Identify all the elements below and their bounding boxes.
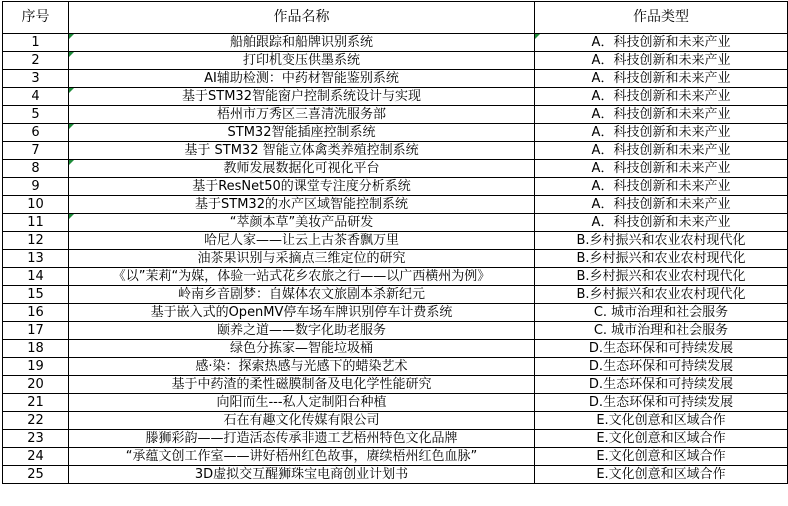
work-name-text: 船舶跟踪和船牌识别系统	[229, 35, 373, 50]
work-type	[535, 448, 788, 466]
table-row	[3, 160, 788, 178]
work-name	[69, 304, 535, 322]
work-type	[535, 106, 788, 124]
comment-marker-icon	[69, 34, 74, 39]
work-name-text: AI辅助检测：中药材智能鉴别系统	[204, 71, 399, 86]
work-type-text: D.生态环保和可持续发展	[588, 341, 734, 356]
work-type-text: C. 城市治理和社会服务	[593, 305, 729, 320]
comment-marker-icon	[535, 34, 540, 39]
work-type-text: B.乡村振兴和农业农村现代化	[576, 233, 746, 248]
work-name-text: 基于嵌入式的OpenMV停车场车牌识别停车计费系统	[150, 305, 453, 320]
work-name-text: 感·染：探索热感与光感下的蜡染艺术	[195, 359, 408, 374]
row-number: 25	[3, 466, 69, 484]
work-type	[535, 466, 788, 484]
table-row	[3, 214, 788, 232]
table-row	[3, 304, 788, 322]
row-number: 7	[3, 142, 69, 160]
table-row	[3, 70, 788, 88]
work-type-text: A．科技创新和未来产业	[591, 107, 731, 122]
work-name-text: 滕狮彩韵——打造活态传承非遗工艺梧州特色文化品牌	[145, 431, 458, 446]
table-row	[3, 430, 788, 448]
work-type	[535, 394, 788, 412]
table-row	[3, 268, 788, 286]
work-type	[535, 322, 788, 340]
work-name-text: 基于STM32智能窗户控制系统设计与实现	[182, 89, 421, 104]
work-type-text: E.文化创意和区域合作	[596, 413, 726, 428]
work-name	[69, 286, 535, 304]
row-number: 19	[3, 358, 69, 376]
work-name-text: 基于STM32的水产区域智能控制系统	[195, 197, 408, 212]
work-type	[535, 142, 788, 160]
row-number: 23	[3, 430, 69, 448]
work-type	[535, 358, 788, 376]
work-name	[69, 412, 535, 430]
work-name-text: 颐养之道——数字化助老服务	[216, 323, 386, 338]
row-number: 24	[3, 448, 69, 466]
work-type-text: D.生态环保和可持续发展	[588, 377, 734, 392]
table-row	[3, 178, 788, 196]
table-row	[3, 376, 788, 394]
table-row	[3, 232, 788, 250]
work-type-text: A．科技创新和未来产业	[591, 71, 731, 86]
table-row	[3, 106, 788, 124]
work-type	[535, 88, 788, 106]
work-type-text: B.乡村振兴和农业农村现代化	[576, 269, 746, 284]
work-type-text: A．科技创新和未来产业	[591, 89, 731, 104]
work-name-text: 梧州市万秀区三喜清洗服务部	[216, 107, 386, 122]
row-number: 3	[3, 70, 69, 88]
row-number: 18	[3, 340, 69, 358]
table-row	[3, 196, 788, 214]
work-name-text: 石在有趣文化传媒有限公司	[223, 413, 380, 428]
row-number: 16	[3, 304, 69, 322]
work-type-text: A．科技创新和未来产业	[591, 143, 731, 158]
work-name	[69, 214, 535, 232]
work-name	[69, 52, 535, 70]
work-name	[69, 124, 535, 142]
work-name-text: 向阳而生---私人定制阳台种植	[216, 395, 387, 410]
work-type	[535, 268, 788, 286]
row-number: 12	[3, 232, 69, 250]
work-type-text: A．科技创新和未来产业	[591, 197, 731, 212]
work-type-text: A．科技创新和未来产业	[591, 179, 731, 194]
works-table	[2, 1, 788, 484]
row-number: 15	[3, 286, 69, 304]
work-type-text: A．科技创新和未来产业	[591, 35, 731, 50]
work-type-text: D.生态环保和可持续发展	[588, 359, 734, 374]
work-type	[535, 304, 788, 322]
work-type	[535, 232, 788, 250]
table-row	[3, 52, 788, 70]
row-number: 20	[3, 376, 69, 394]
work-type-text: E.文化创意和区域合作	[596, 449, 726, 464]
work-type	[535, 376, 788, 394]
row-number: 5	[3, 106, 69, 124]
work-name	[69, 466, 535, 484]
table-row	[3, 250, 788, 268]
work-name-text: 绿色分拣家—智能垃圾桶	[229, 341, 373, 356]
row-number: 8	[3, 160, 69, 178]
work-name-text: 打印机变压供墨系统	[242, 53, 360, 68]
work-name	[69, 358, 535, 376]
row-number: 6	[3, 124, 69, 142]
table-row	[3, 142, 788, 160]
row-number: 9	[3, 178, 69, 196]
work-name-text: 哈尼人家——让云上古茶香飘万里	[203, 233, 399, 248]
work-type-text: E.文化创意和区域合作	[596, 431, 726, 446]
work-name	[69, 88, 535, 106]
table-row	[3, 322, 788, 340]
work-type	[535, 286, 788, 304]
work-type-text: A．科技创新和未来产业	[591, 215, 731, 230]
row-number: 22	[3, 412, 69, 430]
comment-marker-icon	[69, 52, 74, 57]
work-name-text: “萃颜本草”美妆产品研发	[229, 215, 374, 230]
row-number: 10	[3, 196, 69, 214]
table-row	[3, 358, 788, 376]
table-row	[3, 340, 788, 358]
work-type	[535, 214, 788, 232]
row-number: 2	[3, 52, 69, 70]
work-type	[535, 178, 788, 196]
work-type-text: D.生态环保和可持续发展	[588, 395, 734, 410]
row-number: 17	[3, 322, 69, 340]
work-name	[69, 70, 535, 88]
work-name	[69, 196, 535, 214]
work-name	[69, 142, 535, 160]
work-name-text: “承蕴文创工作室——讲好梧州红色故事，赓续梧州红色血脉”	[125, 449, 478, 464]
table-row	[3, 412, 788, 430]
work-name	[69, 232, 535, 250]
header-no: 序号	[3, 2, 69, 34]
work-name	[69, 160, 535, 178]
work-name	[69, 268, 535, 286]
table-row	[3, 34, 788, 52]
work-name-text: 基于中药渣的柔性磁膜制备及电化学性能研究	[171, 377, 432, 392]
work-type	[535, 196, 788, 214]
work-type-text: B.乡村振兴和农业农村现代化	[576, 287, 746, 302]
table-row	[3, 394, 788, 412]
work-type-text: A．科技创新和未来产业	[591, 161, 731, 176]
work-type-text: A．科技创新和未来产业	[591, 125, 731, 140]
work-name	[69, 322, 535, 340]
work-type	[535, 412, 788, 430]
work-type	[535, 124, 788, 142]
work-name-text: 基于ResNet50的课堂专注度分析系统	[192, 179, 411, 194]
header-name: 作品名称	[69, 2, 535, 34]
work-name	[69, 178, 535, 196]
table-body	[3, 34, 788, 484]
comment-marker-icon	[69, 214, 74, 219]
comment-marker-icon	[69, 160, 74, 165]
row-number: 1	[3, 34, 69, 52]
row-number: 14	[3, 268, 69, 286]
work-name-text: 教师发展数据化可视化平台	[223, 161, 380, 176]
work-name	[69, 34, 535, 52]
work-name-text: 油茶果识别与采摘点三维定位的研究	[197, 251, 406, 266]
work-type	[535, 34, 788, 52]
table-row	[3, 124, 788, 142]
table-row	[3, 466, 788, 484]
work-type-text: C. 城市治理和社会服务	[593, 323, 729, 338]
work-name	[69, 448, 535, 466]
work-type	[535, 160, 788, 178]
work-type-text: A．科技创新和未来产业	[591, 53, 731, 68]
table-row	[3, 88, 788, 106]
work-name-text: 基于 STM32 智能立体禽类养殖控制系统	[184, 143, 419, 158]
work-type	[535, 430, 788, 448]
table-row	[3, 448, 788, 466]
work-name-text: STM32智能插座控制系统	[227, 125, 376, 140]
work-name	[69, 250, 535, 268]
work-type	[535, 340, 788, 358]
comment-marker-icon	[69, 88, 74, 93]
work-name	[69, 376, 535, 394]
header-type: 作品类型	[535, 2, 788, 34]
comment-marker-icon	[69, 124, 74, 129]
row-number: 11	[3, 214, 69, 232]
work-type	[535, 52, 788, 70]
work-name-text: 3D虚拟交互醒狮珠宝电商创业计划书	[194, 467, 409, 482]
table-row	[3, 286, 788, 304]
row-number: 4	[3, 88, 69, 106]
work-name-text: 《以”茉莉“为媒，体验一站式花乡农旅之行——以广西横州为例》	[112, 269, 491, 284]
work-type-text: E.文化创意和区域合作	[596, 467, 726, 482]
work-type	[535, 250, 788, 268]
work-name	[69, 106, 535, 124]
work-name	[69, 430, 535, 448]
row-number: 21	[3, 394, 69, 412]
work-name-text: 岭南乡音剧梦：自媒体农文旅剧本杀新纪元	[177, 287, 425, 302]
work-name	[69, 340, 535, 358]
work-type	[535, 70, 788, 88]
row-number: 13	[3, 250, 69, 268]
work-type-text: B.乡村振兴和农业农村现代化	[576, 251, 746, 266]
work-name	[69, 394, 535, 412]
header-row	[3, 2, 788, 34]
